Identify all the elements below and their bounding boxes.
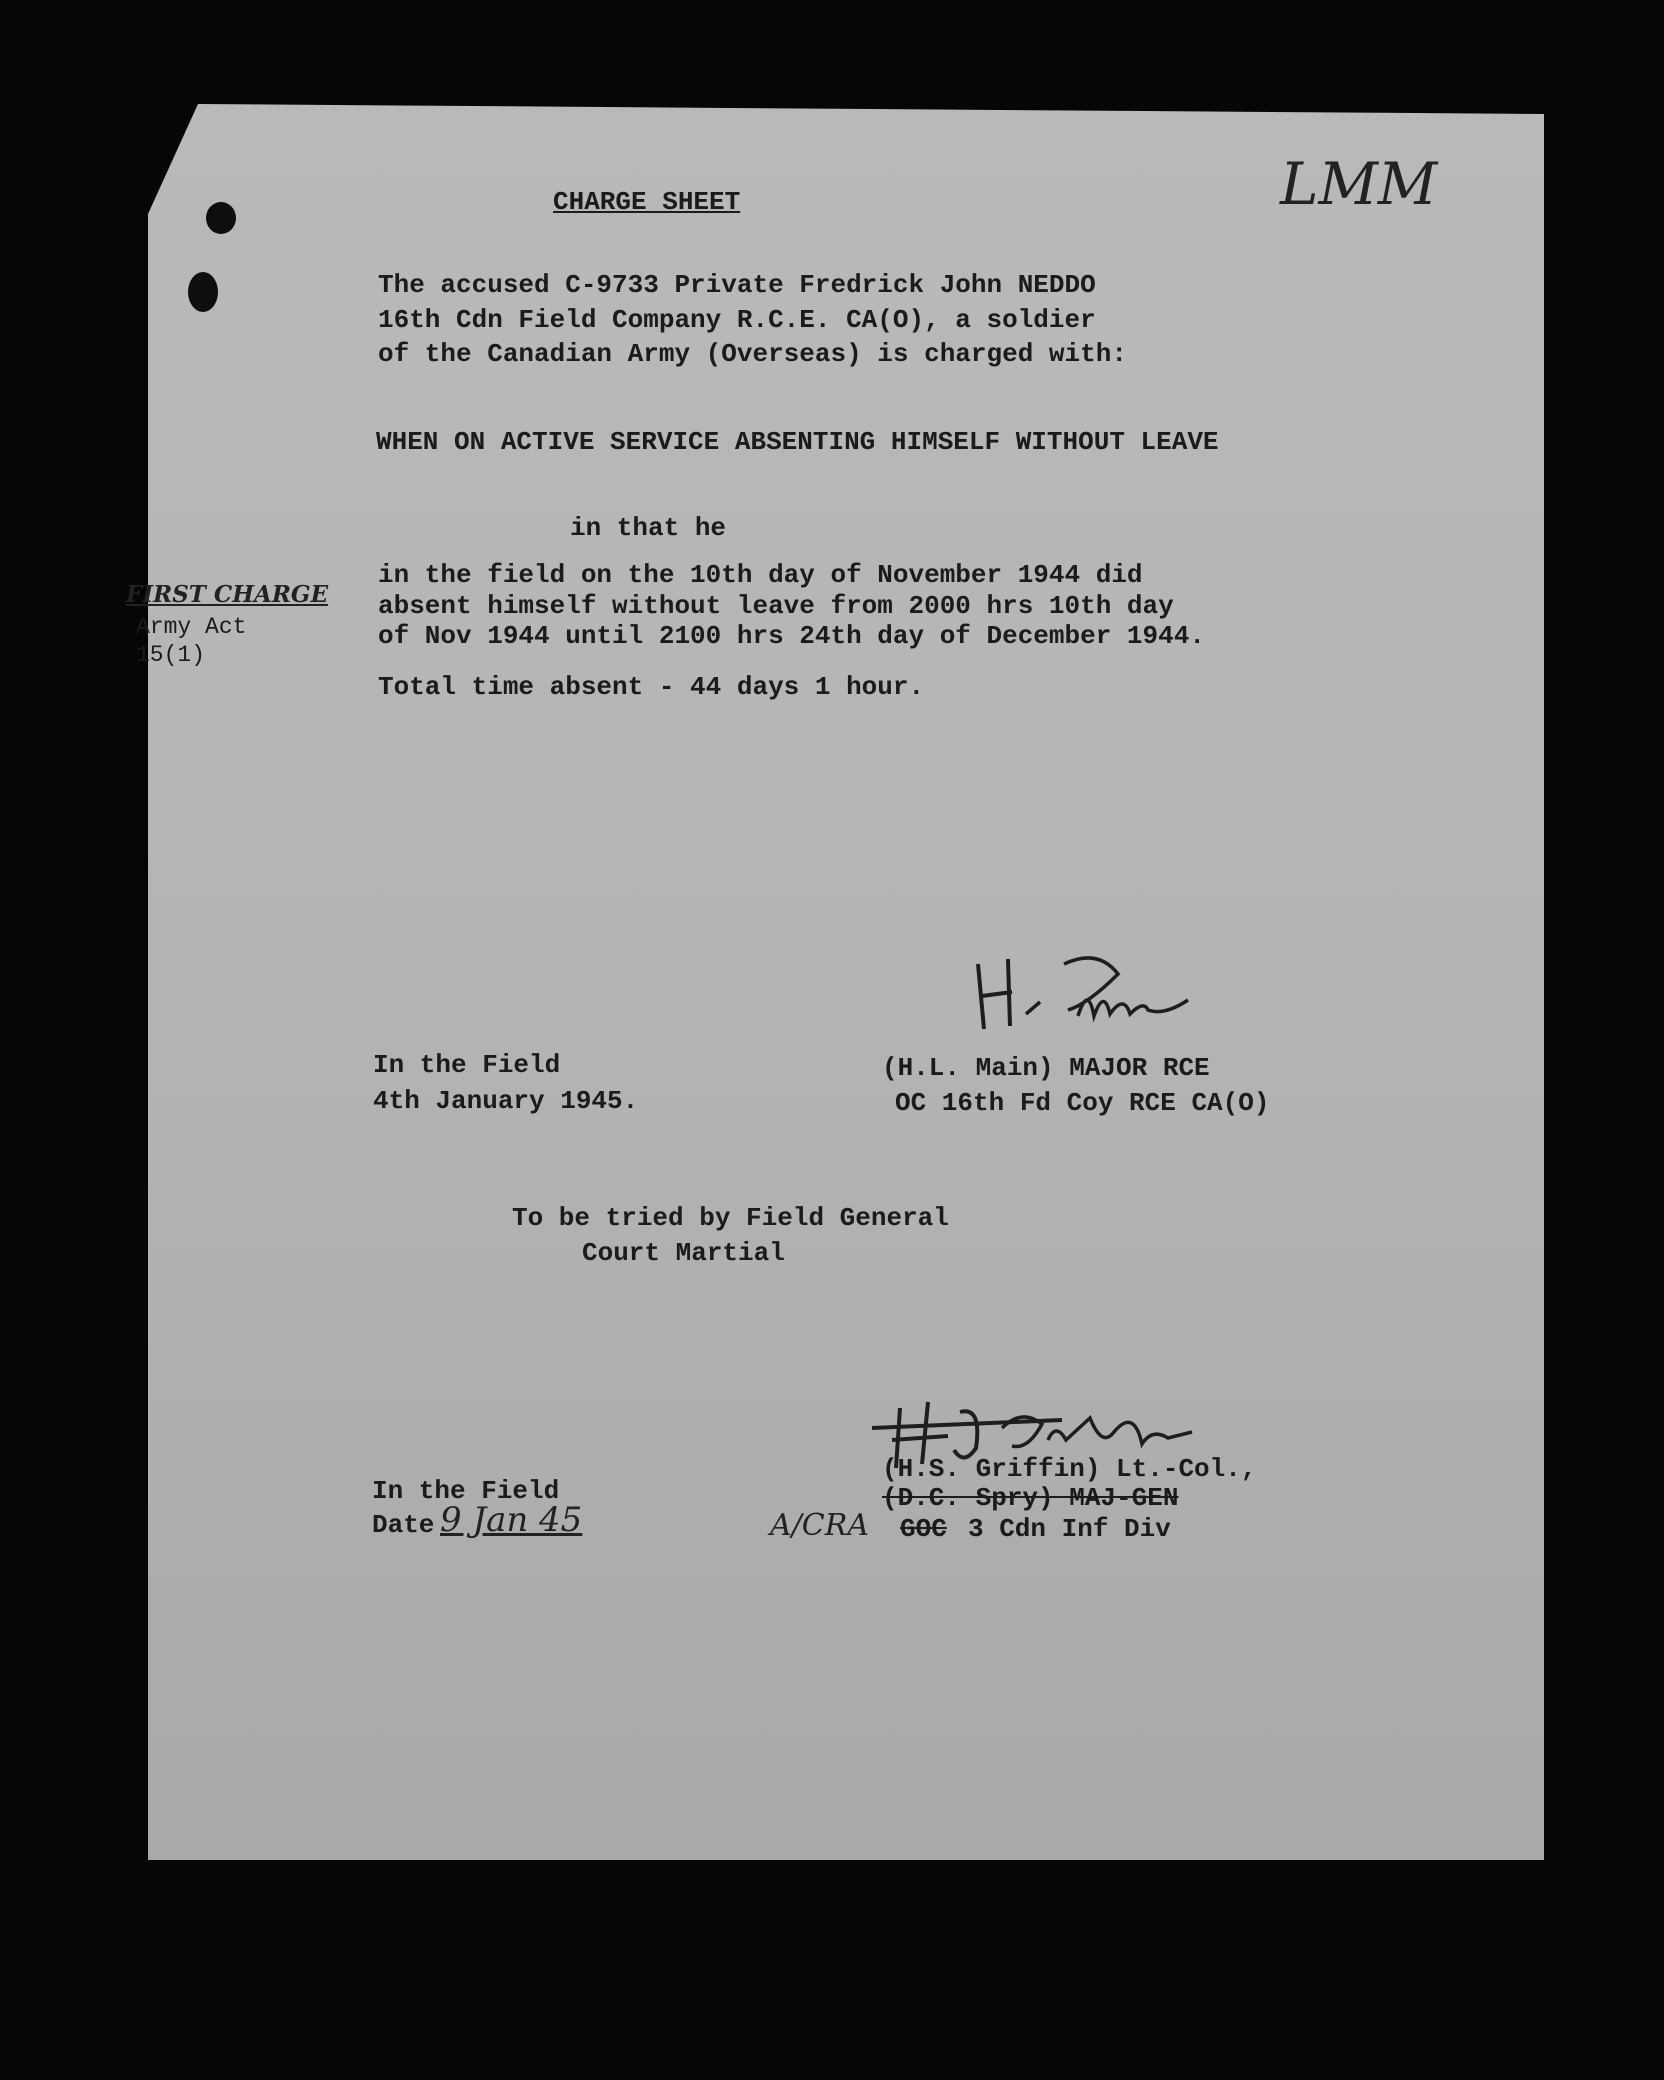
margin-heading: FIRST CHARGE <box>126 581 329 608</box>
trial-line: Court Martial <box>582 1238 785 1268</box>
unit-struck: GOC <box>900 1514 947 1544</box>
total-time: Total time absent - 44 days 1 hour. <box>378 672 925 702</box>
handwritten-mark: LMM <box>1280 150 1438 218</box>
ink-blot <box>206 202 236 234</box>
struck-line: (D.C. Spry) MAJ-GEN <box>882 1483 1179 1513</box>
offence-heading: WHEN ON ACTIVE SERVICE ABSENTING HIMSELF WITHOUT LEAVE <box>376 427 1219 457</box>
particulars-line: in the field on the 10th day of November 1944 did <box>378 560 1143 590</box>
ink-blot <box>188 272 218 312</box>
intro-line: 16th Cdn Field Company R.C.E. CA(O), a soldier <box>378 305 1096 335</box>
first-name-rank: (H.L. Main) MAJOR RCE <box>882 1053 1210 1083</box>
second-date-label: Date <box>372 1510 435 1540</box>
second-name-rank: (H.S. Griffin) Lt.-Col., <box>882 1454 1257 1484</box>
trial-line: To be tried by Field General <box>512 1203 949 1233</box>
unit-prefix-handwritten: A/CRA <box>770 1508 869 1543</box>
second-place: In the Field <box>372 1476 560 1506</box>
margin-line: 15(1) <box>136 642 206 668</box>
document-title: CHARGE SHEET <box>553 187 741 217</box>
intro-line: The accused C-9733 Private Fredrick John NEDDO <box>378 270 1096 300</box>
first-unit: OC 16th Fd Coy RCE CA(O) <box>895 1088 1270 1118</box>
first-date: 4th January 1945. <box>373 1086 639 1116</box>
particulars-line: of Nov 1944 until 2100 hrs 24th day of December 1944. <box>378 621 1205 651</box>
margin-line: Army Act <box>136 614 247 640</box>
in-that-line: in that he <box>570 513 727 543</box>
second-unit: 3 Cdn Inf Div <box>968 1514 1171 1544</box>
particulars-line: absent himself without leave from 2000 hrs 10th day <box>378 591 1174 621</box>
intro-line: of the Canadian Army (Overseas) is charged with: <box>378 339 1127 369</box>
signature-main <box>968 944 1208 1044</box>
first-place: In the Field <box>373 1050 561 1080</box>
second-date-handwritten: 9 Jan 45 <box>440 1500 583 1540</box>
